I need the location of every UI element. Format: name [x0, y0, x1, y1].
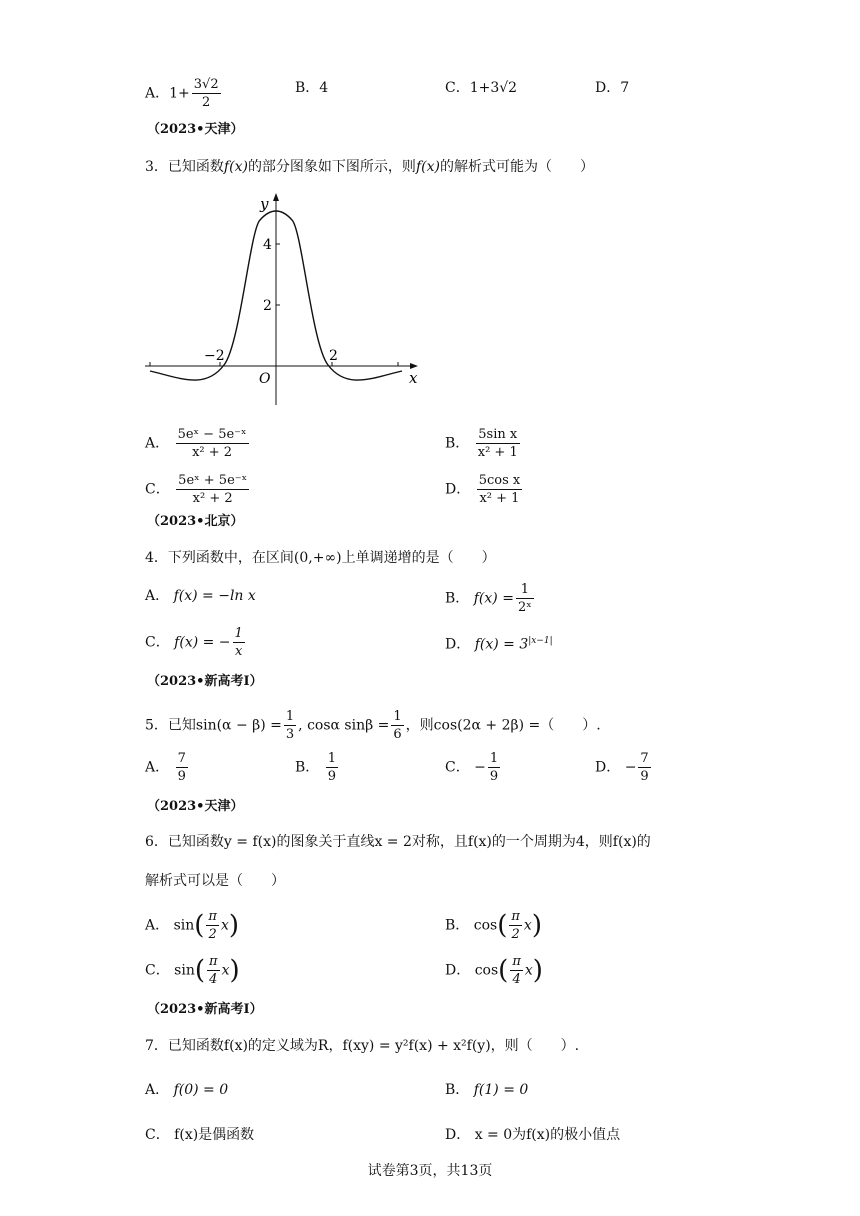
option-label: B． — [445, 435, 470, 452]
q4-stem — [145, 548, 496, 568]
fraction-denominator: x² + 2 — [192, 445, 233, 460]
fraction-denominator: 2 — [208, 927, 217, 942]
left-paren: ( — [497, 910, 508, 941]
fraction-denominator: 4 — [512, 972, 521, 987]
stem-text: 下列函数中，在区间(0,+∞)上单调递增的是（ ） — [167, 550, 496, 566]
option-lhs: f(x) = — [473, 590, 514, 607]
q6-option-d — [445, 953, 543, 988]
option-label: C． — [445, 759, 470, 776]
option-a-integer: 1+ — [169, 85, 190, 102]
option-c-fraction — [488, 750, 500, 785]
y-axis-arrow — [273, 193, 279, 201]
option-label: D． — [445, 481, 471, 498]
function-symbol: f(x) — [223, 159, 248, 175]
right-paren: ) — [229, 955, 240, 986]
stem-part: , cosα sinβ = — [298, 717, 390, 734]
fraction-numerator: 1 — [489, 751, 499, 766]
option-label: D． — [595, 80, 621, 96]
option-value: 7 — [620, 80, 630, 96]
option-b-fraction — [516, 581, 534, 616]
fraction-numerator: 1 — [234, 626, 243, 641]
q6-option-a — [145, 908, 239, 943]
question-number: 4． — [145, 550, 168, 566]
option-lhs: f(x) = − — [174, 634, 231, 651]
q3-source: （2023•天津） — [147, 122, 244, 137]
option-value: x = 0为f(x)的极小值点 — [474, 1127, 621, 1143]
fraction-denominator: 3 — [285, 727, 295, 742]
question-number: 5． — [145, 717, 168, 734]
option-value: f(0) = 0 — [173, 1082, 229, 1098]
fraction-denominator: x — [235, 644, 243, 659]
x-tick-label: 2 — [329, 348, 338, 364]
option-label: C． — [445, 80, 470, 96]
q3-option-b — [445, 426, 522, 461]
q4-source: （2023•北京） — [147, 514, 244, 529]
option-label: D． — [445, 636, 471, 653]
fraction-denominator: 9 — [177, 769, 186, 784]
question-number: 7． — [145, 1038, 168, 1054]
fraction-denominator: 9 — [640, 769, 649, 784]
q6-stem-line2: 解析式可以是（ ） — [145, 873, 285, 889]
option-b-fraction — [509, 908, 522, 943]
option-label: C． — [145, 962, 170, 979]
left-paren: ( — [498, 955, 509, 986]
q3-option-d — [445, 472, 524, 507]
option-b-fraction — [476, 426, 520, 461]
q7-source: （2023•新高考Ⅰ） — [147, 1002, 263, 1017]
fraction-denominator: 9 — [489, 769, 499, 784]
option-label: B． — [295, 80, 320, 96]
variable: x — [221, 962, 230, 979]
option-value: f(x) = 3 — [474, 636, 529, 653]
option-d-fraction — [638, 750, 650, 785]
fraction-denominator: x² + 1 — [479, 491, 520, 506]
fraction-numerator: π — [209, 954, 218, 969]
option-label: C． — [145, 1127, 170, 1143]
q5-option-d — [595, 750, 653, 785]
q4-option-b — [445, 581, 536, 616]
fraction-numerator: 7 — [177, 751, 186, 766]
question-number: 6． — [145, 834, 168, 850]
option-label: A． — [145, 917, 170, 934]
q6-stem-line1 — [145, 832, 651, 852]
q4-option-a — [145, 586, 256, 606]
stem-part: 的部分图象如下图所示，则 — [247, 159, 416, 175]
option-label: B． — [445, 590, 470, 607]
q7-option-b — [445, 1080, 528, 1100]
option-label: A． — [145, 435, 170, 452]
q7-option-d — [445, 1125, 620, 1145]
option-d-fraction — [477, 472, 523, 507]
function-name: cos — [473, 917, 498, 934]
fraction-denominator: x² + 2 — [192, 491, 233, 506]
option-value: f(x) = −ln x — [173, 588, 256, 604]
q5-option-c — [445, 750, 502, 785]
option-label: B． — [445, 1082, 470, 1098]
fraction-numerator: π — [512, 954, 521, 969]
option-a-fraction — [206, 908, 219, 943]
question-number: 3． — [145, 159, 168, 175]
fraction-numerator: 1 — [285, 709, 295, 724]
function-symbol: f(x) — [415, 159, 440, 175]
y-tick-label: 2 — [263, 298, 272, 314]
option-value: 1+3√2 — [469, 80, 518, 96]
right-paren: ) — [532, 955, 543, 986]
function-name: sin — [173, 917, 195, 934]
right-paren: ) — [531, 910, 542, 941]
q7-option-c — [145, 1125, 254, 1145]
variable: x — [220, 917, 229, 934]
fraction-numerator: 5sin x — [476, 426, 520, 444]
q4-option-c — [145, 625, 247, 660]
exponent: |x−1| — [528, 636, 553, 646]
x-tick-label: −2 — [204, 348, 225, 364]
fraction-denominator: 2 — [511, 927, 520, 942]
stem-text: 已知函数y = f(x)的图象关于直线x = 2对称，且f(x)的一个周期为4，则f(x)的 — [167, 834, 651, 850]
option-a-fraction — [176, 426, 249, 461]
y-tick-label: 4 — [263, 237, 272, 253]
q5-option-a — [145, 750, 190, 785]
stem-fraction — [284, 708, 296, 743]
q2-option-b — [295, 78, 328, 98]
x-axis-label: x — [409, 369, 418, 387]
fraction-denominator: 9 — [327, 769, 337, 784]
option-label: D． — [595, 759, 621, 776]
stem-part: 已知sin(α − β) = — [167, 717, 282, 734]
fraction-denominator: 2ˣ — [517, 600, 532, 615]
q2-option-d — [595, 78, 629, 98]
fraction-numerator: 1 — [516, 581, 534, 599]
origin-label: O — [259, 371, 271, 387]
q3-option-c — [145, 472, 251, 507]
option-value: 4 — [319, 80, 329, 96]
function-name: cos — [474, 962, 499, 979]
y-axis-label: y — [260, 195, 269, 213]
option-c-fraction — [207, 953, 220, 988]
q3-option-a — [145, 426, 251, 461]
q5-source: （2023•新高考Ⅰ） — [147, 674, 263, 689]
fraction-denominator: 2 — [202, 95, 211, 110]
left-paren: ( — [194, 910, 205, 941]
option-label: B． — [295, 759, 320, 776]
stem-part: 已知函数 — [167, 159, 224, 175]
variable: x — [523, 917, 532, 934]
stem-part: 的解析式可能为（ ） — [439, 159, 594, 175]
fraction-numerator: π — [208, 909, 217, 924]
option-label: A． — [145, 85, 170, 102]
fraction-numerator: 1 — [327, 751, 337, 766]
option-label: D． — [445, 1127, 471, 1143]
option-c-fraction — [176, 472, 249, 507]
option-value: f(x)是偶函数 — [174, 1127, 255, 1143]
fraction-denominator: x² + 1 — [477, 445, 518, 460]
option-label: A． — [145, 588, 170, 604]
option-label: A． — [145, 759, 170, 776]
minus-sign: − — [624, 759, 637, 776]
q5-stem — [145, 708, 601, 743]
q2-option-a — [145, 76, 223, 111]
option-c-fraction — [233, 625, 245, 660]
option-value: f(1) = 0 — [473, 1082, 529, 1098]
q3-stem — [145, 157, 594, 177]
q5-option-b — [295, 750, 340, 785]
left-paren: ( — [194, 955, 206, 986]
option-a-fraction — [192, 76, 221, 111]
q4-option-d — [445, 631, 553, 655]
option-d-fraction — [510, 953, 523, 988]
option-label: A． — [145, 1082, 170, 1098]
fraction-numerator: 5eˣ + 5e⁻ˣ — [178, 473, 248, 488]
q7-option-a — [145, 1080, 228, 1100]
fraction-denominator: 4 — [209, 972, 218, 987]
fraction-denominator: 6 — [393, 727, 402, 742]
option-label: C． — [145, 634, 170, 651]
q6-option-c — [145, 953, 240, 988]
fraction-numerator: 1 — [393, 709, 402, 724]
fraction-numerator: 3√2 — [193, 77, 219, 92]
variable: x — [524, 962, 533, 979]
option-label: C． — [145, 481, 170, 498]
option-b-fraction — [326, 750, 338, 785]
minus-sign: − — [474, 759, 486, 776]
q7-stem — [145, 1036, 579, 1056]
fraction-numerator: 5cos x — [478, 473, 521, 488]
page-footer: 试卷第3页，共13页 — [367, 1163, 493, 1179]
q6-option-b — [445, 908, 542, 943]
fraction-numerator: π — [511, 909, 520, 924]
stem-fraction — [391, 708, 403, 743]
option-label: D． — [445, 962, 471, 979]
option-label: B． — [445, 917, 470, 934]
q6-source: （2023•天津） — [147, 799, 244, 814]
function-name: sin — [174, 962, 195, 979]
fraction-numerator: 5eˣ − 5e⁻ˣ — [177, 427, 247, 442]
stem-text: 已知函数f(x)的定义域为R，f(xy) = y²f(x) + x²f(y)，则（ ）. — [167, 1038, 580, 1054]
fraction-numerator: 7 — [640, 751, 649, 766]
right-paren: ) — [228, 910, 240, 941]
q2-option-c — [445, 78, 517, 98]
option-a-fraction — [176, 750, 188, 785]
q3-function-graph — [140, 190, 430, 415]
stem-part: ，则cos(2α + 2β) =（ ）. — [405, 717, 601, 734]
